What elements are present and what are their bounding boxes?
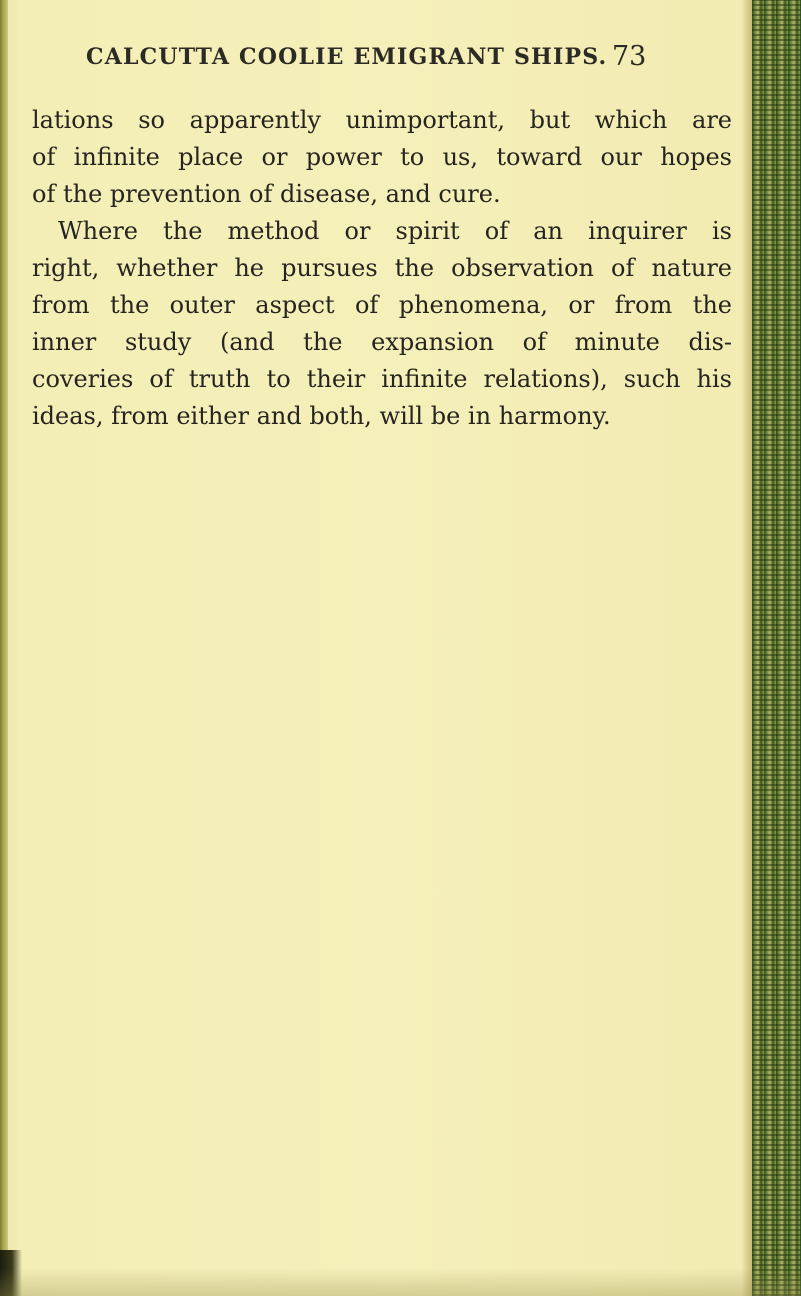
page-bottom-shadow	[0, 1268, 801, 1296]
body-text	[32, 102, 732, 435]
text-line: from the outer aspect of phenomena, or from the	[32, 291, 732, 319]
text-line: ideas, from either and both, will be in harmony.	[32, 402, 611, 430]
text-line: lations so apparently unimportant, but which are	[32, 106, 732, 134]
page-stack-edge	[752, 0, 801, 1296]
page-number: 73	[612, 41, 647, 72]
text-line: of the prevention of disease, and cure.	[32, 180, 501, 208]
text-line: right, whether he pursues the observation of nature	[32, 254, 732, 282]
text-line: Where the method or spirit of an inquirer is	[58, 217, 732, 245]
page-left-edge	[0, 0, 8, 1296]
text-line: of infinite place or power to us, toward our hopes	[32, 143, 732, 171]
running-title: CALCUTTA COOLIE EMIGRANT SHIPS.	[86, 44, 608, 70]
text-line: inner study (and the expansion of minute dis-	[32, 328, 732, 356]
text-line: coveries of truth to their infinite relations), such his	[32, 365, 732, 393]
